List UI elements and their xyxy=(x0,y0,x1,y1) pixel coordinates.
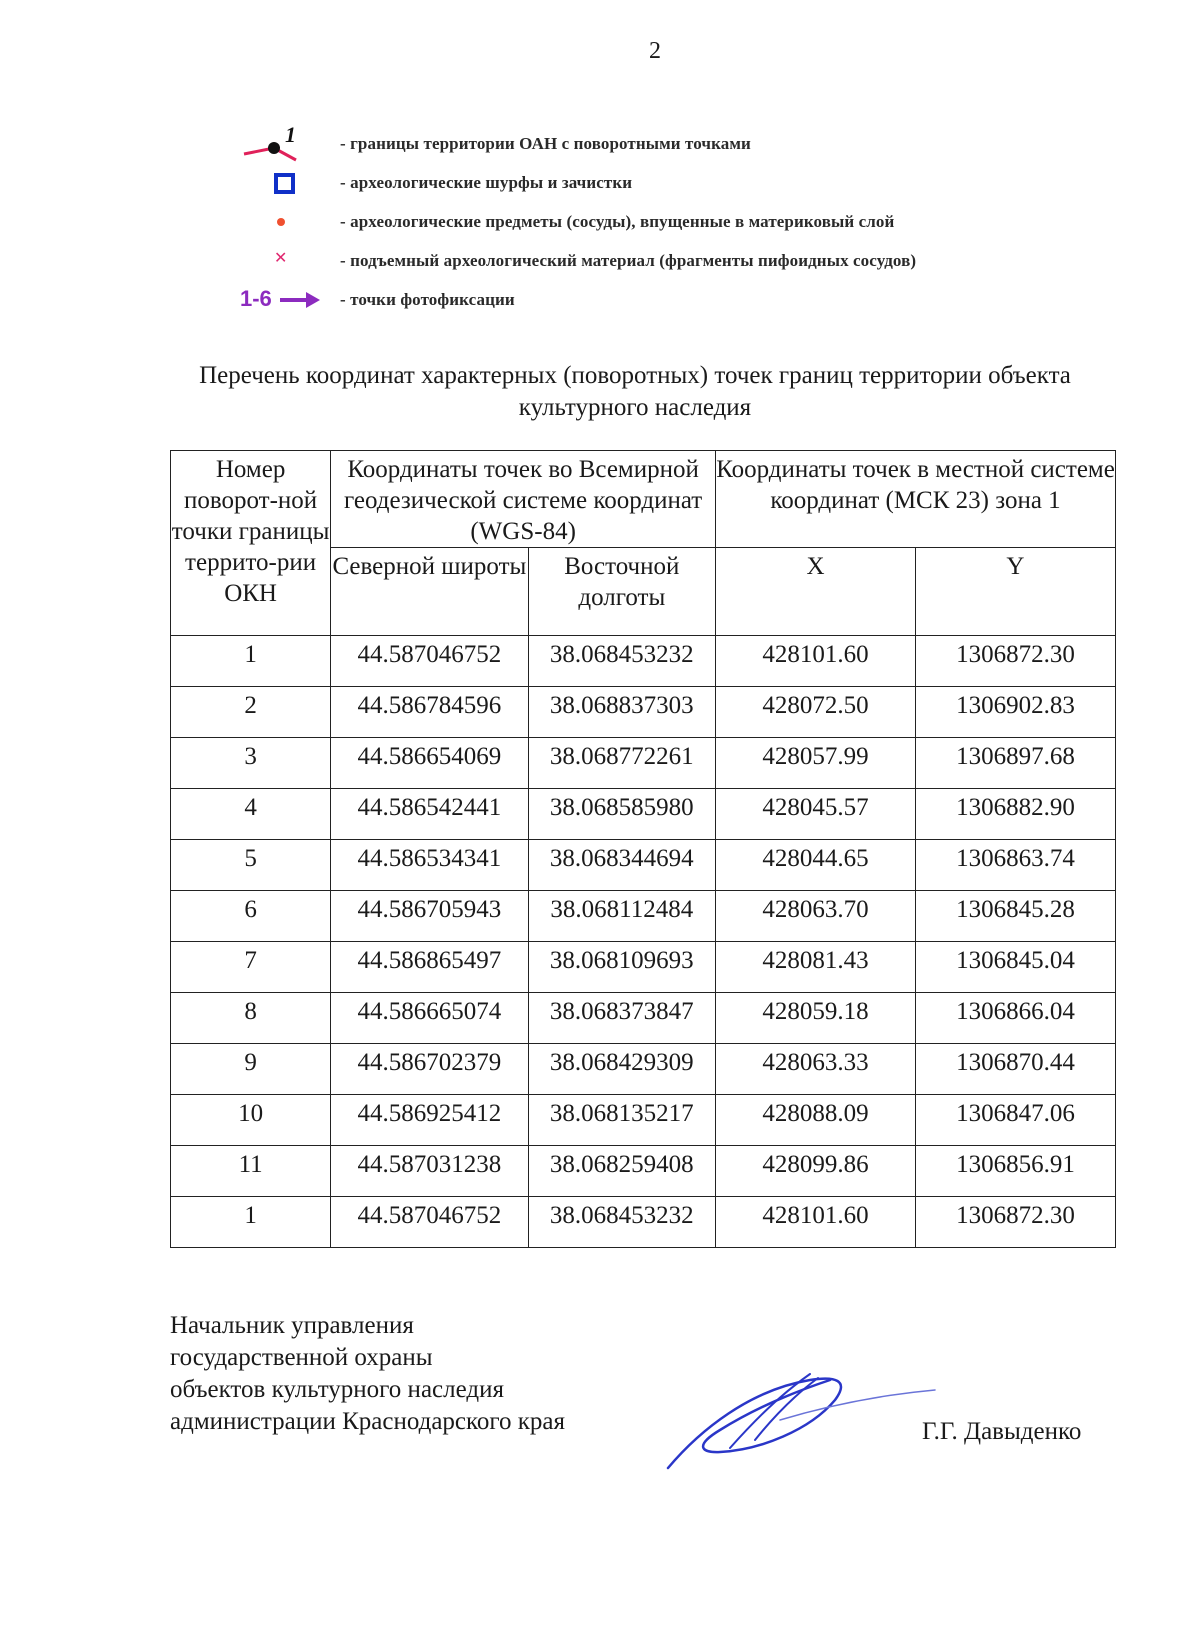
table-title: Перечень координат характерных (поворотных) точек границ территории объекта культурного наследия xyxy=(199,362,1071,421)
cell-n: 4 xyxy=(171,789,331,840)
cell-lon: 38.068109693 xyxy=(528,942,715,993)
table-row xyxy=(171,1044,1116,1095)
cell-n: 1 xyxy=(171,636,331,687)
cell-n: 2 xyxy=(171,687,331,738)
table-row xyxy=(171,840,1116,891)
legend-item-artifacts xyxy=(240,202,1020,241)
cell-y: 1306845.04 xyxy=(915,942,1115,993)
cell-x: 428099.86 xyxy=(716,1146,916,1197)
legend-text: - подъемный археологический материал (фрагменты пифоидных сосудов) xyxy=(340,250,917,270)
header-lat: Северной широты xyxy=(331,548,528,636)
cell-lon: 38.068135217 xyxy=(528,1095,715,1146)
cell-x: 428059.18 xyxy=(716,993,916,1044)
cell-lat: 44.586702379 xyxy=(331,1044,528,1095)
header-y: Y xyxy=(915,548,1115,636)
position-line: Начальник управления xyxy=(170,1312,414,1339)
cell-lon: 38.068837303 xyxy=(528,687,715,738)
page-number: 2 xyxy=(649,38,661,64)
cell-lon: 38.068373847 xyxy=(528,993,715,1044)
cell-n: 11 xyxy=(171,1146,331,1197)
cell-n: 8 xyxy=(171,993,331,1044)
photo-point-arrow-icon xyxy=(240,280,340,319)
legend-item-surface-finds xyxy=(240,241,1020,280)
header-x: X xyxy=(716,548,916,636)
legend-photo-label: 1-6 xyxy=(240,286,272,311)
cell-lat: 44.586705943 xyxy=(331,891,528,942)
cell-lon: 38.068259408 xyxy=(528,1146,715,1197)
table-row xyxy=(171,738,1116,789)
cell-lon: 38.068772261 xyxy=(528,738,715,789)
signatory-position xyxy=(170,1310,565,1438)
table-row xyxy=(171,891,1116,942)
cell-y: 1306863.74 xyxy=(915,840,1115,891)
position-line: объектов культурного наследия xyxy=(170,1376,504,1403)
cell-lon: 38.068112484 xyxy=(528,891,715,942)
cell-x: 428088.09 xyxy=(716,1095,916,1146)
legend-text: - археологические шурфы и зачистки xyxy=(340,172,633,192)
table-row xyxy=(171,1146,1116,1197)
cell-lon: 38.068585980 xyxy=(528,789,715,840)
cell-lat: 44.587046752 xyxy=(331,636,528,687)
position-line: государственной охраны xyxy=(170,1344,433,1371)
arrow-right-icon xyxy=(278,290,322,310)
cell-lon: 38.068453232 xyxy=(528,636,715,687)
legend-item-test-pits xyxy=(240,163,1020,202)
legend-point-label: 1 xyxy=(285,124,296,147)
cell-x: 428044.65 xyxy=(716,840,916,891)
cell-lon: 38.068453232 xyxy=(528,1197,715,1248)
handwritten-signature xyxy=(660,1360,940,1480)
legend-item-boundary xyxy=(240,124,1020,163)
cell-x: 428101.60 xyxy=(716,636,916,687)
cell-n: 10 xyxy=(171,1095,331,1146)
cell-x: 428063.33 xyxy=(716,1044,916,1095)
cell-y: 1306866.04 xyxy=(915,993,1115,1044)
cell-y: 1306872.30 xyxy=(915,636,1115,687)
cell-y: 1306872.30 xyxy=(915,1197,1115,1248)
cell-lat: 44.586542441 xyxy=(331,789,528,840)
cell-lat: 44.586534341 xyxy=(331,840,528,891)
cell-lat: 44.587046752 xyxy=(331,1197,528,1248)
cell-lat: 44.586925412 xyxy=(331,1095,528,1146)
table-row xyxy=(171,993,1116,1044)
table-row xyxy=(171,942,1116,993)
cell-y: 1306847.06 xyxy=(915,1095,1115,1146)
header-msk-group: Координаты точек в местной системе координат (МСК 23) зона 1 xyxy=(716,451,1116,548)
cell-lat: 44.586654069 xyxy=(331,738,528,789)
legend-text: - границы территории ОАН с поворотными точками xyxy=(340,133,751,153)
cell-n: 6 xyxy=(171,891,331,942)
test-pit-square-icon xyxy=(274,173,295,194)
cell-x: 428063.70 xyxy=(716,891,916,942)
cell-lat: 44.586665074 xyxy=(331,993,528,1044)
cell-x: 428081.43 xyxy=(716,942,916,993)
table-row xyxy=(171,1197,1116,1248)
cell-y: 1306856.91 xyxy=(915,1146,1115,1197)
cell-y: 1306870.44 xyxy=(915,1044,1115,1095)
cell-lat: 44.586784596 xyxy=(331,687,528,738)
surface-find-cross-icon: ✕ xyxy=(274,248,288,267)
table-row xyxy=(171,636,1116,687)
coordinates-table xyxy=(170,450,1116,1248)
cell-n: 9 xyxy=(171,1044,331,1095)
cell-x: 428057.99 xyxy=(716,738,916,789)
cell-lat: 44.587031238 xyxy=(331,1146,528,1197)
legend-item-photo-points xyxy=(240,280,1020,319)
legend-text: - археологические предметы (сосуды), впущенные в материковый слой xyxy=(340,211,895,231)
map-legend xyxy=(240,124,1020,319)
cell-n: 1 xyxy=(171,1197,331,1248)
cell-x: 428045.57 xyxy=(716,789,916,840)
cell-n: 5 xyxy=(171,840,331,891)
cell-x: 428101.60 xyxy=(716,1197,916,1248)
signatory-name: Г.Г. Давыденко xyxy=(922,1418,1082,1445)
cell-lon: 38.068429309 xyxy=(528,1044,715,1095)
cell-y: 1306897.68 xyxy=(915,738,1115,789)
boundary-turning-point-icon xyxy=(240,124,340,163)
artifact-dot-icon xyxy=(277,218,285,226)
header-wgs-group: Координаты точек во Всемирной геодезической системе координат (WGS-84) xyxy=(331,451,716,548)
cell-lon: 38.068344694 xyxy=(528,840,715,891)
cell-n: 3 xyxy=(171,738,331,789)
table-row xyxy=(171,1095,1116,1146)
cell-x: 428072.50 xyxy=(716,687,916,738)
cell-n: 7 xyxy=(171,942,331,993)
table-row xyxy=(171,789,1116,840)
cell-y: 1306902.83 xyxy=(915,687,1115,738)
table-row xyxy=(171,687,1116,738)
cell-lat: 44.586865497 xyxy=(331,942,528,993)
header-lon: Восточной долготы xyxy=(528,548,715,636)
cell-y: 1306845.28 xyxy=(915,891,1115,942)
header-point-number: Номер поворот-ной точки границы террито-рии ОКН xyxy=(171,451,331,636)
position-line: администрации Краснодарского края xyxy=(170,1408,566,1435)
cell-y: 1306882.90 xyxy=(915,789,1115,840)
legend-text: - точки фотофиксации xyxy=(340,289,515,309)
